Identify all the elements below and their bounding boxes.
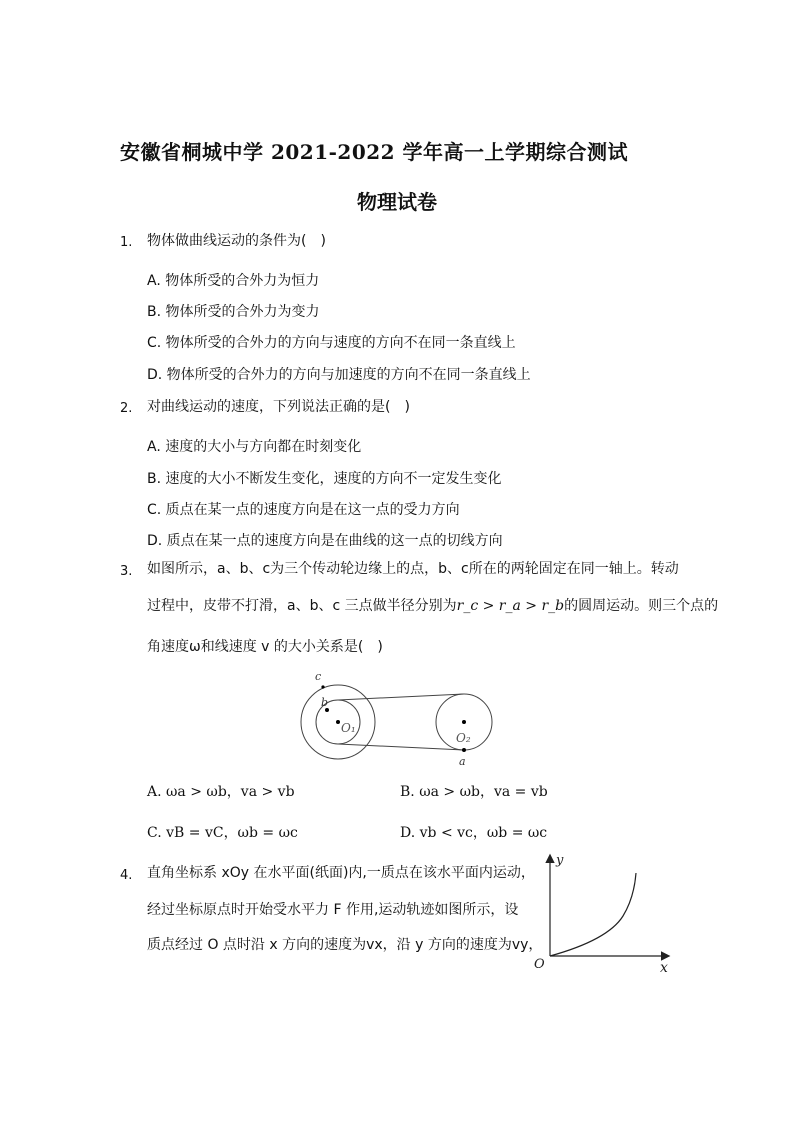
question-number: 1. — [120, 235, 133, 250]
page-subtitle: 物理试卷 — [357, 190, 437, 214]
belt-drive-figure — [293, 670, 513, 770]
option-a: A. 速度的大小与方向都在时刻变化 — [147, 439, 362, 455]
label-c: c — [315, 670, 322, 683]
option-a: A. 物体所受的合外力为恒力 — [147, 273, 320, 289]
question-stem: 对曲线运动的速度，下列说法正确的是( ) — [147, 399, 410, 415]
question-stem-line3: 角速度ω和线速度 v 的大小关系是( ) — [147, 639, 383, 655]
question-number: 3. — [120, 564, 133, 579]
page-title: 安徽省桐城中学 2021-2022 学年高一上学期综合测试 — [120, 140, 629, 164]
question-line3: 质点经过 O 点时沿 x 方向的速度为vx，沿 y 方向的速度为vy， — [147, 937, 543, 953]
question-stem: 物体做曲线运动的条件为( ) — [147, 233, 326, 249]
option-d: D. vb < vc，ωb = ωc — [400, 825, 548, 841]
belt-top — [338, 694, 464, 700]
question-stem-line2 — [147, 599, 718, 613]
option-b: B. ωa > ωb，va = vb — [400, 784, 548, 800]
option-a: A. ωa > ωb，va > vb — [147, 784, 295, 800]
option-c: C. 质点在某一点的速度方向是在这一点的受力方向 — [147, 502, 460, 518]
stem-text: 过程中，皮带不打滑，a、b、c 三点做半径分别为 — [147, 598, 457, 614]
x-label: x — [660, 960, 668, 976]
option-b: B. 物体所受的合外力为变力 — [147, 304, 320, 320]
point-c — [321, 685, 324, 688]
label-o2: O₂ — [456, 731, 471, 745]
label-o1: O₁ — [341, 721, 356, 735]
question-line1: 直角坐标系 xOy 在水平面(纸面)内,一质点在该水平面内运动， — [147, 865, 535, 881]
question-number: 2. — [120, 401, 133, 416]
question-stem-line1: 如图所示，a、b、c为三个传动轮边缘上的点，b、c所在的两轮固定在同一轴上。转动 — [147, 561, 679, 577]
option-c: C. 物体所受的合外力的方向与速度的方向不在同一条直线上 — [147, 335, 516, 351]
y-label: y — [556, 853, 564, 868]
belt-bottom — [338, 744, 464, 750]
point-a — [462, 748, 466, 752]
option-c: C. vB = vC，ωb = ωc — [147, 825, 298, 841]
trajectory-graph — [528, 848, 678, 978]
question-number: 4. — [120, 868, 133, 883]
label-b: b — [321, 696, 329, 709]
origin-label: O — [534, 957, 545, 972]
option-b: B. 速度的大小不断发生变化，速度的方向不一定发生变化 — [147, 471, 502, 487]
trajectory-curve — [550, 873, 636, 956]
stem-text: 的圆周运动。则三个点的 — [564, 598, 719, 614]
center-o2 — [462, 720, 466, 724]
radius-relation: r_c > r_a > r_b — [456, 598, 565, 614]
option-d: D. 物体所受的合外力的方向与加速度的方向不在同一条直线上 — [147, 367, 531, 383]
label-a: a — [459, 755, 466, 768]
center-o1 — [336, 720, 340, 724]
question-line2: 经过坐标原点时开始受水平力 F 作用,运动轨迹如图所示，设 — [147, 902, 519, 918]
option-d: D. 质点在某一点的速度方向是在曲线的这一点的切线方向 — [147, 533, 503, 549]
